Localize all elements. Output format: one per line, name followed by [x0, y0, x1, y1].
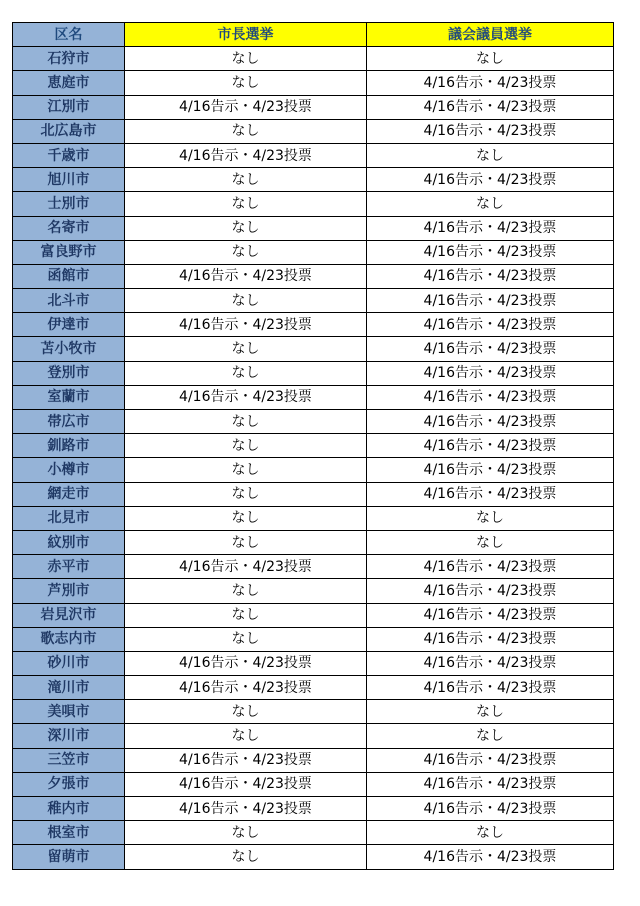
council-election-cell: 4/16告示・4/23投票	[367, 797, 614, 821]
table-row	[13, 845, 614, 869]
council-election-cell: 4/16告示・4/23投票	[367, 651, 614, 675]
table-row	[13, 410, 614, 434]
table-row	[13, 821, 614, 845]
table-row	[13, 797, 614, 821]
mayor-election-cell: なし	[125, 71, 367, 95]
table-row	[13, 603, 614, 627]
council-election-cell: 4/16告示・4/23投票	[367, 95, 614, 119]
council-election-cell: 4/16告示・4/23投票	[367, 410, 614, 434]
mayor-election-cell: 4/16告示・4/23投票	[125, 797, 367, 821]
election-schedule-table	[12, 22, 614, 870]
table-row	[13, 724, 614, 748]
mayor-election-cell: なし	[125, 627, 367, 651]
table-row	[13, 119, 614, 143]
city-cell: 赤平市	[13, 555, 125, 579]
table-row	[13, 700, 614, 724]
column-header-mayor-election: 市長選挙	[125, 23, 367, 47]
council-election-cell: 4/16告示・4/23投票	[367, 772, 614, 796]
city-cell: 網走市	[13, 482, 125, 506]
mayor-election-cell: 4/16告示・4/23投票	[125, 555, 367, 579]
mayor-election-cell: なし	[125, 700, 367, 724]
city-cell: 紋別市	[13, 530, 125, 554]
council-election-cell: 4/16告示・4/23投票	[367, 264, 614, 288]
table-row	[13, 47, 614, 71]
mayor-election-cell: なし	[125, 603, 367, 627]
city-cell: 美唄市	[13, 700, 125, 724]
city-cell: 名寄市	[13, 216, 125, 240]
council-election-cell: なし	[367, 47, 614, 71]
column-header-district: 区名	[13, 23, 125, 47]
city-cell: 北広島市	[13, 119, 125, 143]
council-election-cell: 4/16告示・4/23投票	[367, 313, 614, 337]
mayor-election-cell: 4/16告示・4/23投票	[125, 313, 367, 337]
city-cell: 砂川市	[13, 651, 125, 675]
council-election-cell: なし	[367, 700, 614, 724]
mayor-election-cell: なし	[125, 482, 367, 506]
table-row	[13, 458, 614, 482]
mayor-election-cell: なし	[125, 168, 367, 192]
city-cell: 夕張市	[13, 772, 125, 796]
table-row	[13, 192, 614, 216]
city-cell: 滝川市	[13, 676, 125, 700]
table-row	[13, 579, 614, 603]
city-cell: 伊達市	[13, 313, 125, 337]
city-cell: 北見市	[13, 506, 125, 530]
council-election-cell: 4/16告示・4/23投票	[367, 555, 614, 579]
mayor-election-cell: なし	[125, 47, 367, 71]
mayor-election-cell: なし	[125, 240, 367, 264]
council-election-cell: 4/16告示・4/23投票	[367, 434, 614, 458]
city-cell: 根室市	[13, 821, 125, 845]
council-election-cell: 4/16告示・4/23投票	[367, 361, 614, 385]
table-row	[13, 676, 614, 700]
mayor-election-cell: なし	[125, 458, 367, 482]
city-cell: 歌志内市	[13, 627, 125, 651]
city-cell: 士別市	[13, 192, 125, 216]
table-row	[13, 530, 614, 554]
city-cell: 富良野市	[13, 240, 125, 264]
mayor-election-cell: なし	[125, 724, 367, 748]
mayor-election-cell: なし	[125, 530, 367, 554]
council-election-cell: 4/16告示・4/23投票	[367, 458, 614, 482]
city-cell: 釧路市	[13, 434, 125, 458]
council-election-cell: なし	[367, 530, 614, 554]
council-election-cell: 4/16告示・4/23投票	[367, 385, 614, 409]
council-election-cell: 4/16告示・4/23投票	[367, 748, 614, 772]
city-cell: 深川市	[13, 724, 125, 748]
table-row	[13, 71, 614, 95]
city-cell: 石狩市	[13, 47, 125, 71]
table-row	[13, 506, 614, 530]
mayor-election-cell: なし	[125, 579, 367, 603]
mayor-election-cell: なし	[125, 821, 367, 845]
table-row	[13, 772, 614, 796]
council-election-cell: 4/16告示・4/23投票	[367, 119, 614, 143]
council-election-cell: なし	[367, 724, 614, 748]
city-cell: 室蘭市	[13, 385, 125, 409]
council-election-cell: 4/16告示・4/23投票	[367, 482, 614, 506]
table-row	[13, 434, 614, 458]
council-election-cell: なし	[367, 192, 614, 216]
council-election-cell: 4/16告示・4/23投票	[367, 240, 614, 264]
city-cell: 登別市	[13, 361, 125, 385]
mayor-election-cell: 4/16告示・4/23投票	[125, 651, 367, 675]
table-row	[13, 168, 614, 192]
mayor-election-cell: 4/16告示・4/23投票	[125, 95, 367, 119]
council-election-cell: 4/16告示・4/23投票	[367, 676, 614, 700]
header-row	[13, 23, 614, 47]
council-election-cell: 4/16告示・4/23投票	[367, 579, 614, 603]
council-election-cell: なし	[367, 506, 614, 530]
mayor-election-cell: なし	[125, 434, 367, 458]
city-cell: 三笠市	[13, 748, 125, 772]
council-election-cell: なし	[367, 821, 614, 845]
table-row	[13, 216, 614, 240]
council-election-cell: 4/16告示・4/23投票	[367, 216, 614, 240]
column-header-council-election: 議会議員選挙	[367, 23, 614, 47]
mayor-election-cell: 4/16告示・4/23投票	[125, 143, 367, 167]
mayor-election-cell: 4/16告示・4/23投票	[125, 385, 367, 409]
mayor-election-cell: なし	[125, 410, 367, 434]
council-election-cell: 4/16告示・4/23投票	[367, 71, 614, 95]
table-row	[13, 361, 614, 385]
table-row	[13, 651, 614, 675]
council-election-cell: 4/16告示・4/23投票	[367, 627, 614, 651]
table-row	[13, 95, 614, 119]
council-election-cell: 4/16告示・4/23投票	[367, 168, 614, 192]
city-cell: 恵庭市	[13, 71, 125, 95]
table-row	[13, 313, 614, 337]
council-election-cell: 4/16告示・4/23投票	[367, 337, 614, 361]
mayor-election-cell: 4/16告示・4/23投票	[125, 748, 367, 772]
table-row	[13, 143, 614, 167]
city-cell: 江別市	[13, 95, 125, 119]
table-row	[13, 748, 614, 772]
city-cell: 函館市	[13, 264, 125, 288]
mayor-election-cell: なし	[125, 216, 367, 240]
mayor-election-cell: なし	[125, 192, 367, 216]
table-row	[13, 240, 614, 264]
city-cell: 旭川市	[13, 168, 125, 192]
city-cell: 小樽市	[13, 458, 125, 482]
mayor-election-cell: なし	[125, 845, 367, 869]
table-row	[13, 482, 614, 506]
city-cell: 稚内市	[13, 797, 125, 821]
table-row	[13, 289, 614, 313]
council-election-cell: なし	[367, 143, 614, 167]
city-cell: 岩見沢市	[13, 603, 125, 627]
city-cell: 千歳市	[13, 143, 125, 167]
council-election-cell: 4/16告示・4/23投票	[367, 845, 614, 869]
mayor-election-cell: なし	[125, 361, 367, 385]
mayor-election-cell: なし	[125, 119, 367, 143]
council-election-cell: 4/16告示・4/23投票	[367, 289, 614, 313]
city-cell: 芦別市	[13, 579, 125, 603]
table-row	[13, 555, 614, 579]
table-row	[13, 627, 614, 651]
table-row	[13, 337, 614, 361]
mayor-election-cell: なし	[125, 337, 367, 361]
mayor-election-cell: なし	[125, 289, 367, 313]
city-cell: 北斗市	[13, 289, 125, 313]
mayor-election-cell: 4/16告示・4/23投票	[125, 676, 367, 700]
mayor-election-cell: 4/16告示・4/23投票	[125, 772, 367, 796]
city-cell: 帯広市	[13, 410, 125, 434]
mayor-election-cell: 4/16告示・4/23投票	[125, 264, 367, 288]
table-row	[13, 385, 614, 409]
council-election-cell: 4/16告示・4/23投票	[367, 603, 614, 627]
city-cell: 苫小牧市	[13, 337, 125, 361]
mayor-election-cell: なし	[125, 506, 367, 530]
city-cell: 留萌市	[13, 845, 125, 869]
table-row	[13, 264, 614, 288]
